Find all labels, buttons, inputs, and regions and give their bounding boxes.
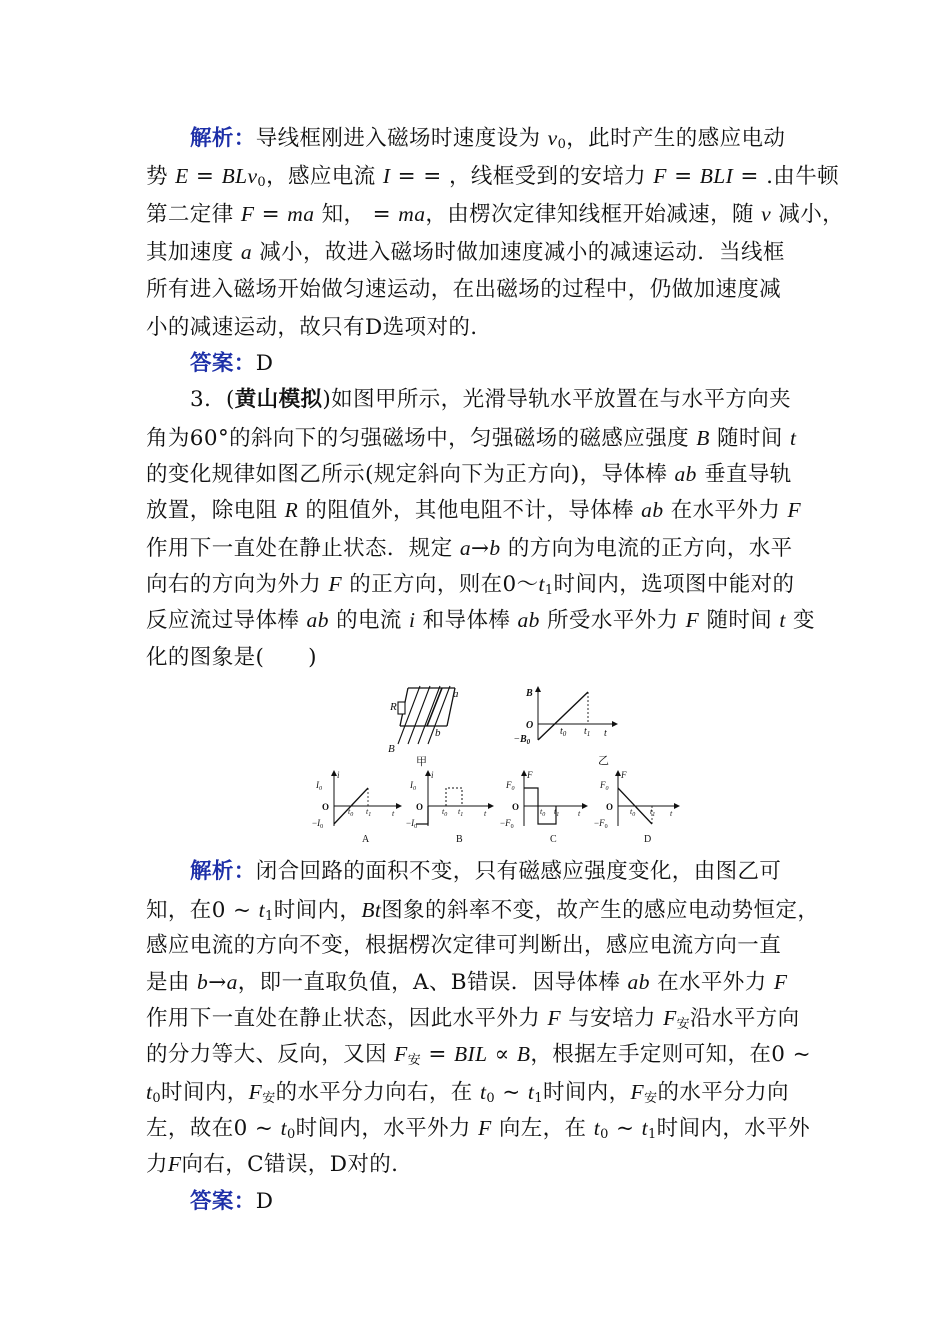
q3-analysis-line-1: 解析：闭合回路的面积不变，只有磁感应强度变化，由图乙可 [190,859,782,884]
q3-analysis-line-8: 左，故在0 ~ $t_0$时间内，水平外力 F 向左，在 $t_0$ ~ $t_1$时间内，水平外 [146,1116,810,1142]
svg-text:t1: $t_1$ [650,807,656,818]
svg-text:F0: $F_0$ [600,780,609,792]
figure-jia [380,684,480,768]
figure-jia-caption: 甲 [416,756,427,768]
svg-text:i: i [337,770,340,780]
q3-analysis-line-5: 作用下一直处在静止状态，因此水平外力 F 与安培力 F安沿水平方向 [146,1006,800,1032]
q3-line-6: 向右的方向为外力 F 的正方向，则在$0\sim t_1$时间内，选项图中能对的 [146,572,795,598]
analysis-label: 解析： [190,126,256,151]
svg-text:O: O [526,720,534,731]
svg-text:−F0: $-F_0$ [594,818,608,830]
svg-text:t0: $t_0$ [630,807,636,818]
figure-yi [512,684,624,768]
q2-analysis-line-2: 势 E = BLv$_0$，感应电流 I = = ，线框受到的安培力 F = BLI = .由牛顿 [146,164,840,190]
q3-analysis-line-3: 感应电流的方向不变，根据楞次定律可判断出，感应电流方向一直 [146,933,782,958]
q2-analysis-line-3: 第二定律 F = ma 知， = ma，由楞次定律知线框开始减速，随 v 减小， [146,202,845,227]
svg-text:R: R [390,701,397,713]
q2-analysis-line-5: 所有进入磁场开始做匀速运动，在出磁场的过程中，仍做加速度减 [146,277,782,302]
figure-yi-caption: 乙 [598,755,609,767]
svg-text:t: t [484,809,487,818]
svg-text:I0: $I_0$ [410,780,416,792]
svg-text:A: A [362,834,370,845]
q3-analysis-line-2: 知，在0 ~ $t_1$时间内，Bt图象的斜率不变，故产生的感应电动势恒定， [146,898,820,924]
q2-answer: 答案：D [190,351,274,376]
q2-analysis-line-4: 其加速度 a 减小，故进入磁场时做加速度减小的减速运动．当线框 [146,240,785,265]
svg-text:−I0: $-I_0$ [312,818,324,830]
svg-text:t: t [578,809,581,818]
option-a-graph [312,770,402,845]
q3-line-8: 化的图象是( ) [146,645,317,670]
svg-text:−: − [514,734,520,745]
q2-analysis-line-1: 解析：导线框刚进入磁场时速度设为 $v_0$，此时产生的感应电动 [190,126,786,152]
svg-text:a: a [453,688,459,700]
q3-line-5: 作用下一直处在静止状态．规定 a→b 的方向为电流的正方向，水平 [146,536,793,561]
svg-text:t1: $t_1$ [554,807,560,818]
q3-line-3: 的变化规律如图乙所示(规定斜向下为正方向)，导体棒 ab 垂直导轨 [146,462,792,487]
svg-text:O: O [322,802,330,812]
svg-text:D: D [644,834,652,845]
svg-text:t: t [392,809,395,818]
svg-text:B: B [526,688,533,699]
svg-text:t0: $t_0$ [540,807,546,818]
svg-text:O: O [512,802,520,812]
q3-line-7: 反应流过导体棒 ab 的电流 i 和导体棒 ab 所受水平外力 F 随时间 t 变 [146,608,815,633]
figure-options [312,768,692,848]
svg-text:O: O [606,802,614,812]
q3-analysis-line-6: 的分力等大、反向，又因 F安 = BIL ∝ B，根据左手定则可知，在0 ~ [146,1042,812,1068]
svg-text:b: b [435,727,441,739]
svg-text:t: t [670,809,673,818]
svg-text:−F0: $-F_0$ [500,818,514,830]
svg-text:t0: $t_0$ [560,726,567,738]
svg-text:B0: $B_0$ [520,734,531,746]
q3-analysis-line-7: $t_0$时间内，F安的水平分力向右，在 $t_0$ ~ $t_1$时间内，F安的水平分力向 [146,1080,789,1106]
svg-text:t0: $t_0$ [442,807,448,818]
svg-text:F: F [621,770,627,780]
option-c-graph [500,770,588,845]
svg-text:F0: $F_0$ [506,780,515,792]
svg-text:O: O [416,802,424,812]
q3-analysis-line-4: 是由 b→a，即一直取负值，A、B错误．因导体棒 ab 在水平外力 F [146,970,788,995]
svg-text:t0: $t_0$ [348,807,354,818]
q3-analysis-line-9: 力F向右，C错误，D对的. [146,1152,399,1177]
svg-text:t1: $t_1$ [366,807,372,818]
svg-text:i: i [431,770,434,780]
q3-line-1: 3．(黄山模拟)如图甲所示，光滑导轨水平放置在与水平方向夹 [190,387,792,412]
q3-answer: 答案：D [190,1189,274,1214]
svg-text:t: t [604,728,607,739]
svg-text:−I0: $-I_0$ [406,818,418,830]
svg-text:t1: $t_1$ [584,726,591,738]
svg-text:B: B [388,743,395,755]
svg-text:F: F [527,770,533,780]
svg-text:t1: $t_1$ [458,807,464,818]
option-b-graph [406,770,494,845]
svg-text:B: B [456,834,463,845]
svg-text:C: C [550,834,557,845]
svg-text:I0: $I_0$ [316,780,322,792]
option-d-graph [594,770,680,845]
q2-analysis-line-6: 小的减速运动，故只有D选项对的. [146,315,478,340]
q3-line-2: 角为60°的斜向下的匀强磁场中，匀强磁场的磁感应强度 B 随时间 t [146,426,797,451]
q3-line-4: 放置，除电阻 R 的阻值外，其他电阻不计，导体棒 ab 在水平外力 F [146,498,802,523]
